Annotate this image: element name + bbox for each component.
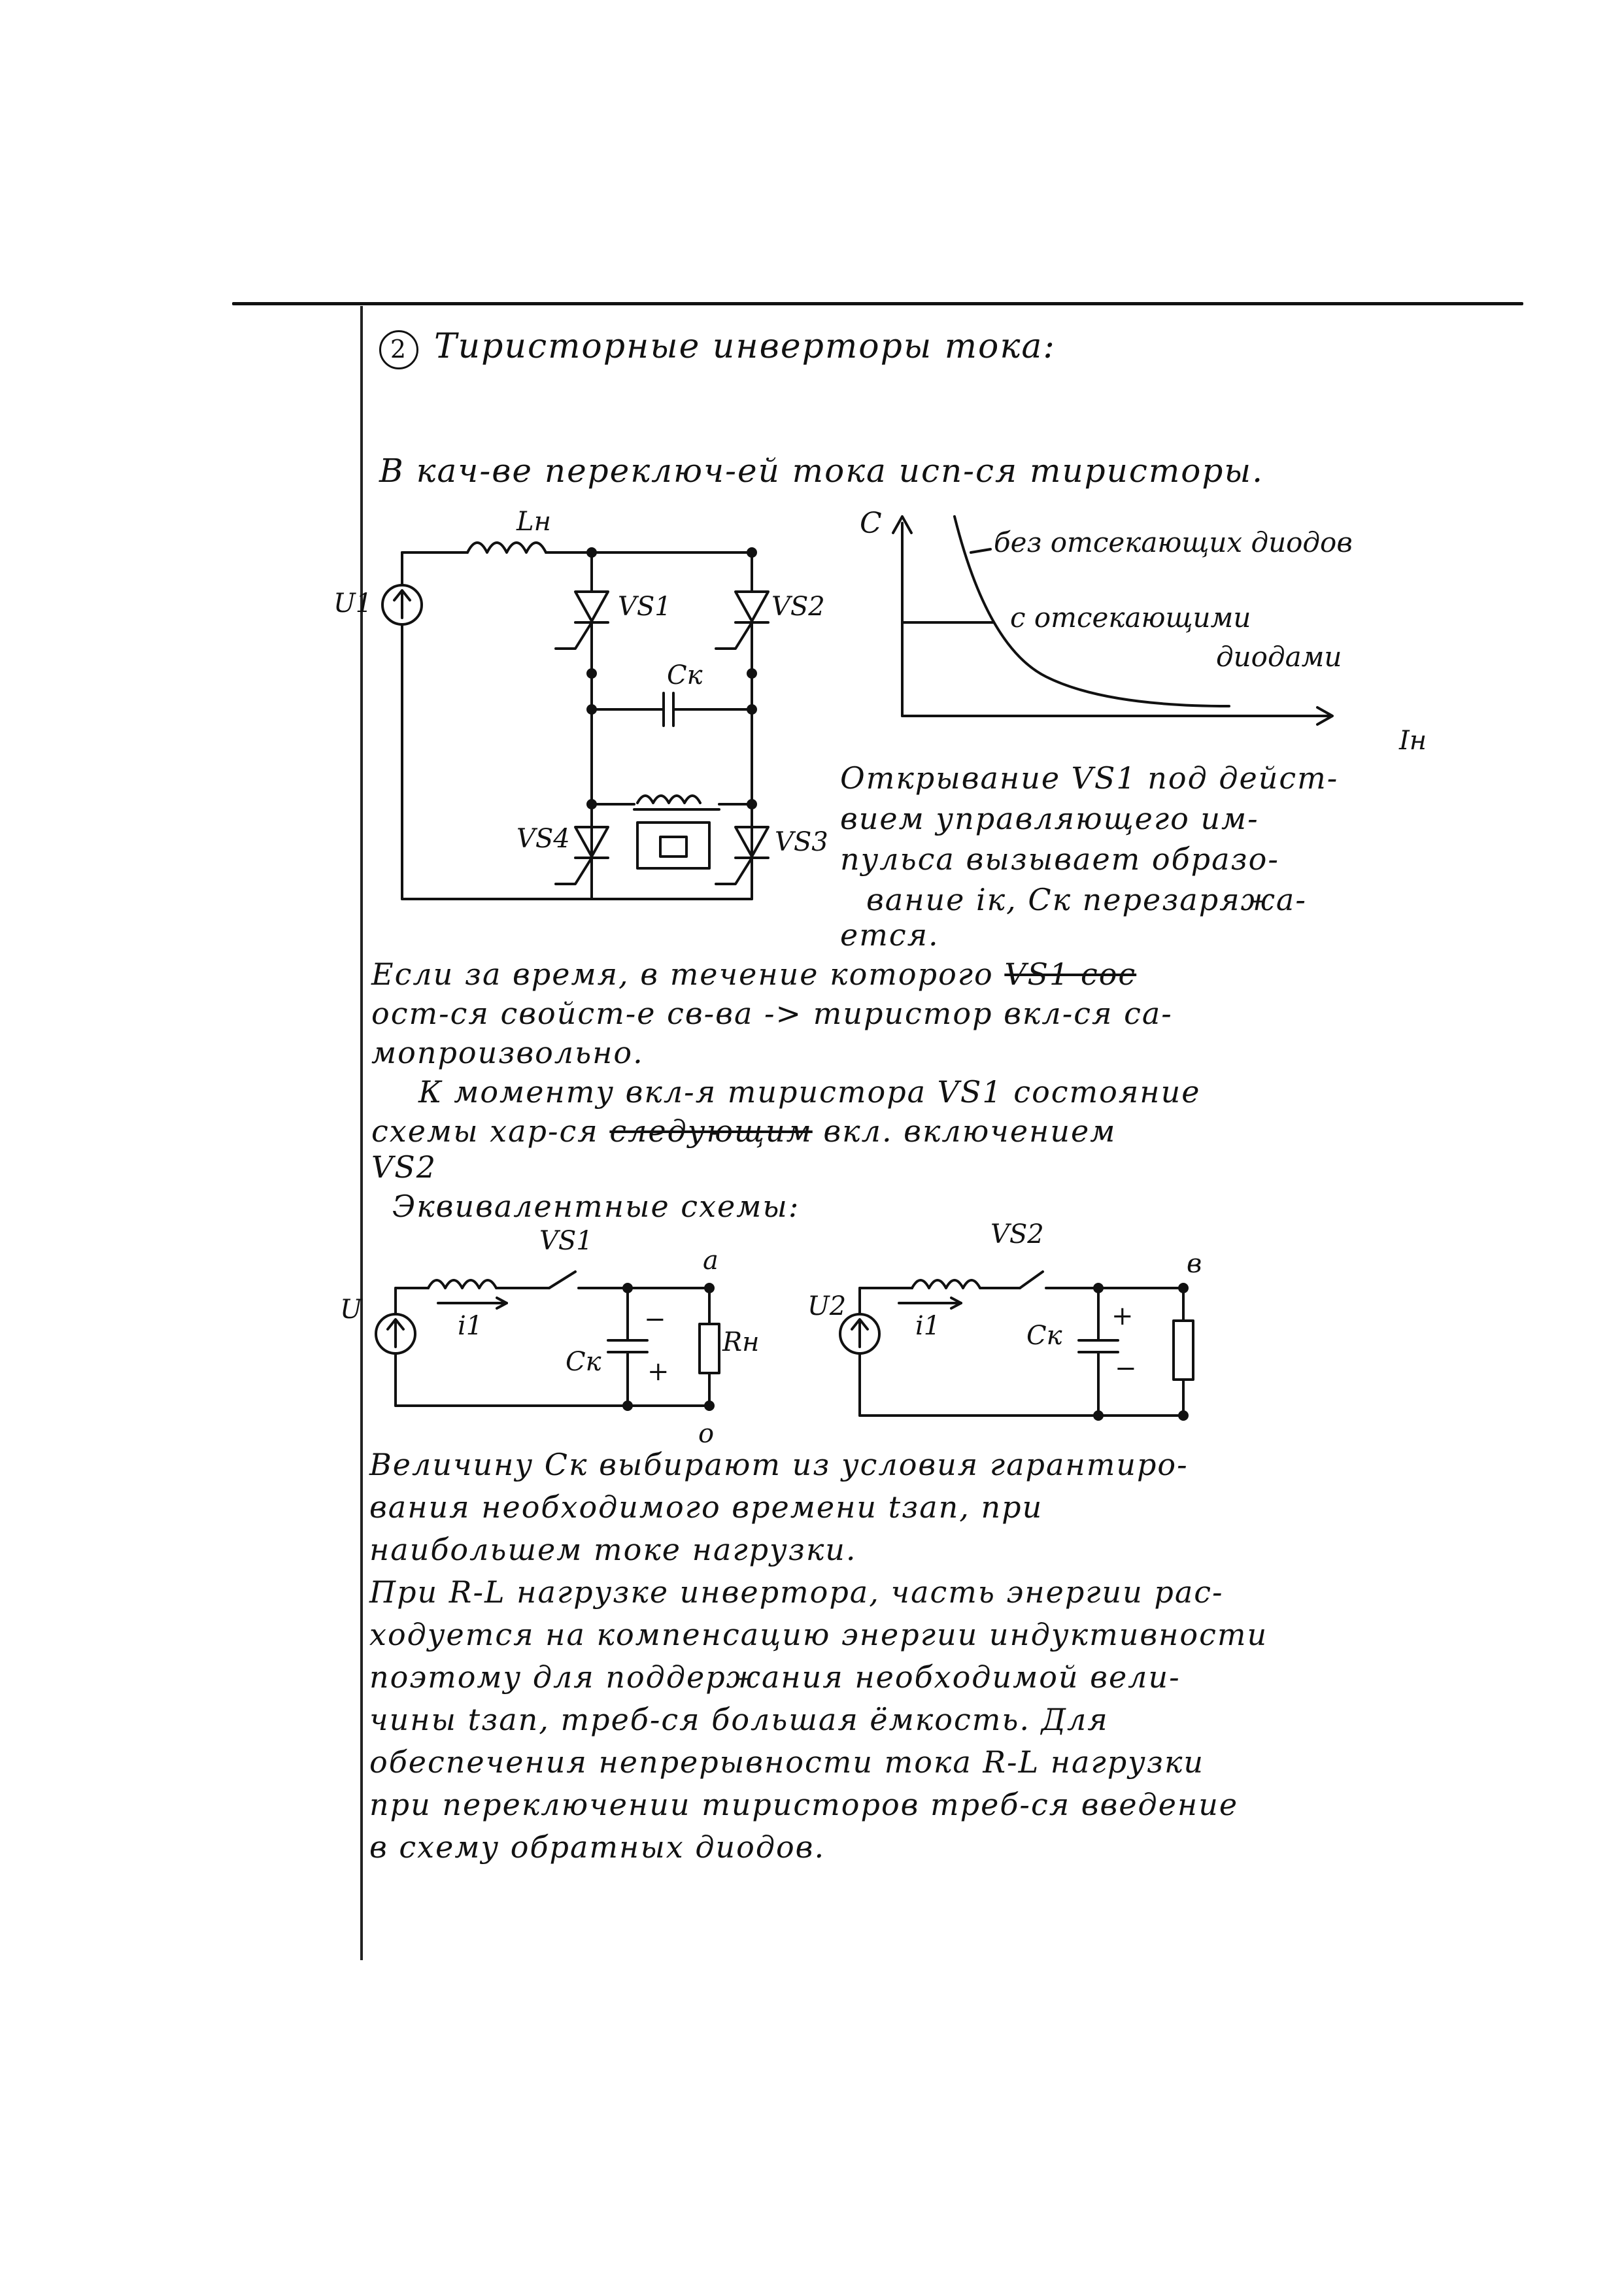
- para3-line-3: наибольшем токе нагрузки.: [369, 1532, 857, 1567]
- vs2-label: VS2: [771, 592, 825, 622]
- para3-line-2: вания необходимого времени tзап, при: [369, 1489, 1043, 1525]
- vs1-label: VS1: [618, 592, 671, 622]
- eq1-load-label: Rн: [722, 1327, 760, 1357]
- graph-x-axis: Iн: [1399, 726, 1427, 756]
- para1-line-1-text: Если за время, в течение которого: [371, 957, 994, 992]
- para4-line-2: ходуется на компенсацию энергии индуктивности: [369, 1617, 1268, 1652]
- eq2-node-b: в: [1187, 1249, 1202, 1279]
- para4-line-7: в схему обратных диодов.: [369, 1829, 826, 1865]
- curve-upper-label: без отсекающих диодов: [994, 526, 1353, 558]
- side-note-line-1: Открывание VS1 под дейст-: [840, 760, 1339, 796]
- eq2-source-label: U2: [807, 1291, 847, 1321]
- para4-line-1: При R-L нагрузке инвертора, часть энергии рас-: [369, 1574, 1224, 1610]
- para1-line-3: мопроизвольно.: [371, 1035, 644, 1070]
- capacitor-label: Cк: [667, 660, 703, 690]
- eq2-capacitor-label: Cк: [1026, 1321, 1062, 1351]
- eq2-plus: +: [1111, 1301, 1134, 1331]
- para3-line-1: Величину Cк выбирают из условия гарантиро-: [369, 1447, 1189, 1482]
- eq1-current-label: i1: [458, 1311, 483, 1341]
- para2-line-1: К моменту вкл-я тиристора VS1 состояние: [418, 1074, 1201, 1110]
- intro-line: В кач-ве переключ-ей тока исп-ся тиристоры.: [379, 452, 1264, 490]
- para2-line-2-a: схемы хар-ся: [371, 1113, 599, 1149]
- graph-y-axis: C: [860, 507, 882, 540]
- side-note-line-5: ется.: [840, 917, 939, 953]
- section-number: 2: [379, 330, 418, 369]
- para4-line-3: поэтому для поддержания необходимой вели-: [369, 1659, 1181, 1695]
- para4-line-6: при переключении тиристоров треб-ся введение: [369, 1787, 1239, 1822]
- para1-line-2: ост-ся свойст-е св-ва -> тиристор вкл-ся са-: [371, 996, 1173, 1031]
- vs3-label: VS3: [775, 827, 828, 857]
- curve-lower-label-1: с отсекающими: [1010, 602, 1251, 634]
- eq1-node-a: a: [703, 1246, 719, 1276]
- side-note-line-3: пульса вызывает образо-: [840, 841, 1279, 877]
- section-title-text: Тиристорные инверторы тока:: [434, 327, 1056, 366]
- equivalent-circuits-heading: Эквивалентные схемы:: [392, 1189, 800, 1224]
- eq1-capacitor-label: Cк: [566, 1347, 601, 1377]
- eq2-switch-label: VS2: [990, 1219, 1044, 1249]
- para2-line-2-b: вкл. включением: [823, 1113, 1117, 1149]
- side-note-line-2: вием управляющего им-: [840, 801, 1259, 836]
- choke-label: Lн: [516, 507, 551, 537]
- eq1-minus: −: [644, 1304, 666, 1334]
- curve-lower-label-2: диодами: [1216, 641, 1342, 673]
- para2-line-3: VS2: [371, 1149, 437, 1185]
- eq1-node-o: o: [698, 1419, 715, 1449]
- eq1-plus: +: [647, 1357, 669, 1387]
- source-label: U1: [333, 588, 373, 619]
- para1-struck-text: VS1 сос: [1004, 957, 1137, 992]
- eq1-source-label: U: [340, 1295, 362, 1325]
- eq2-current-label: i1: [915, 1311, 941, 1341]
- vs4-label: VS4: [516, 824, 570, 854]
- eq2-minus: −: [1115, 1353, 1137, 1383]
- eq1-switch-label: VS1: [539, 1226, 593, 1256]
- para2-struck-text: следующим: [609, 1113, 813, 1149]
- side-note-line-4: вание iк, Cк перезаряжа-: [866, 882, 1307, 917]
- para4-line-5: обеспечения непрерывности тока R-L нагрузки: [369, 1744, 1205, 1780]
- para4-line-4: чины tзап, треб-ся большая ёмкость. Для: [369, 1702, 1109, 1737]
